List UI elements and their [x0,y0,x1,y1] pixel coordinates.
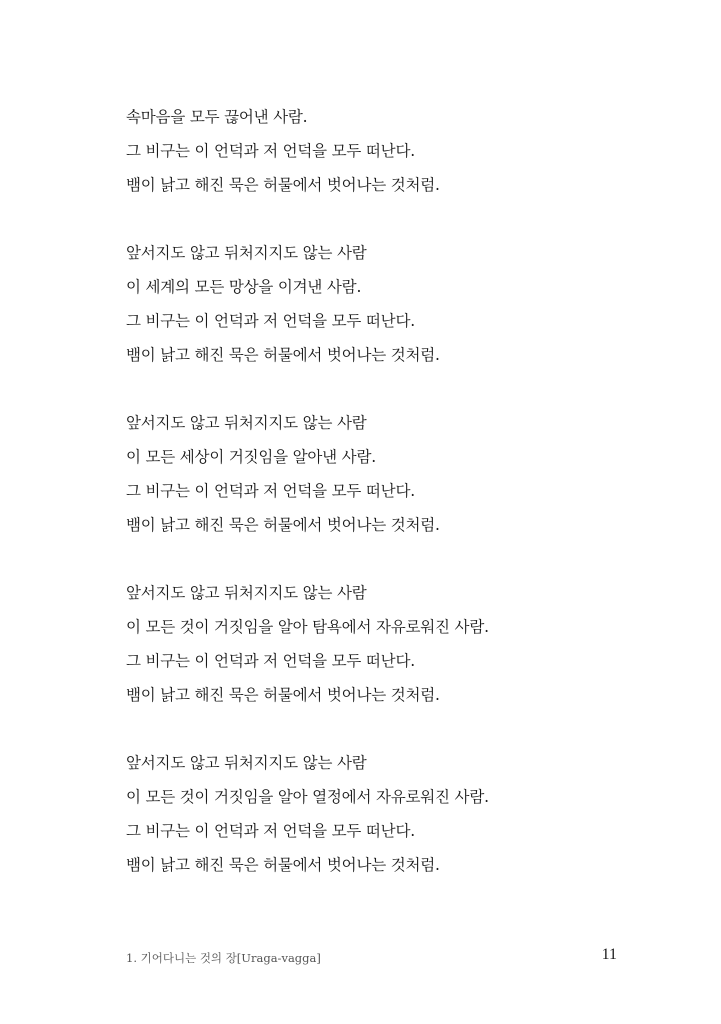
stanza-1 [126,100,646,202]
verse-line: 그 비구는 이 언덕과 저 언덕을 모두 떠난다. [126,142,415,160]
verse-line: 앞서지도 않고 뒤처지지도 않는 사람 [126,754,367,772]
verse-line: 뱀이 낡고 해진 묵은 허물에서 벗어나는 것처럼. [126,856,440,874]
stanza-5 [126,746,646,882]
verse-line: 속마음을 모두 끊어낸 사람. [126,108,308,126]
stanza-4 [126,576,646,712]
verse-line: 이 세계의 모든 망상을 이겨낸 사람. [126,278,362,296]
verse-line: 그 비구는 이 언덕과 저 언덕을 모두 떠난다. [126,482,415,500]
verse-line: 그 비구는 이 언덕과 저 언덕을 모두 떠난다. [126,822,415,840]
verse-line: 그 비구는 이 언덕과 저 언덕을 모두 떠난다. [126,312,415,330]
stanza-3 [126,406,646,542]
verse-line: 뱀이 낡고 해진 묵은 허물에서 벗어나는 것처럼. [126,346,440,364]
verse-line: 앞서지도 않고 뒤처지지도 않는 사람 [126,244,367,262]
verse-line: 앞서지도 않고 뒤처지지도 않는 사람 [126,414,367,432]
page-number: 11 [601,946,617,963]
stanza-2 [126,236,646,372]
verse-line: 뱀이 낡고 해진 묵은 허물에서 벗어나는 것처럼. [126,516,440,534]
verse-line: 이 모든 세상이 거짓임을 알아낸 사람. [126,448,376,466]
verse-line: 앞서지도 않고 뒤처지지도 않는 사람 [126,584,367,602]
verse-line: 그 비구는 이 언덕과 저 언덕을 모두 떠난다. [126,652,415,670]
running-footer-chapter: 1. 기어다니는 것의 장[Uraga-vagga] [126,951,321,965]
verse-line: 뱀이 낡고 해진 묵은 허물에서 벗어나는 것처럼. [126,176,440,194]
verse-line: 뱀이 낡고 해진 묵은 허물에서 벗어나는 것처럼. [126,686,440,704]
verse-line: 이 모든 것이 거짓임을 알아 열정에서 자유로워진 사람. [126,788,489,806]
verse-line: 이 모든 것이 거짓임을 알아 탐욕에서 자유로워진 사람. [126,618,489,636]
